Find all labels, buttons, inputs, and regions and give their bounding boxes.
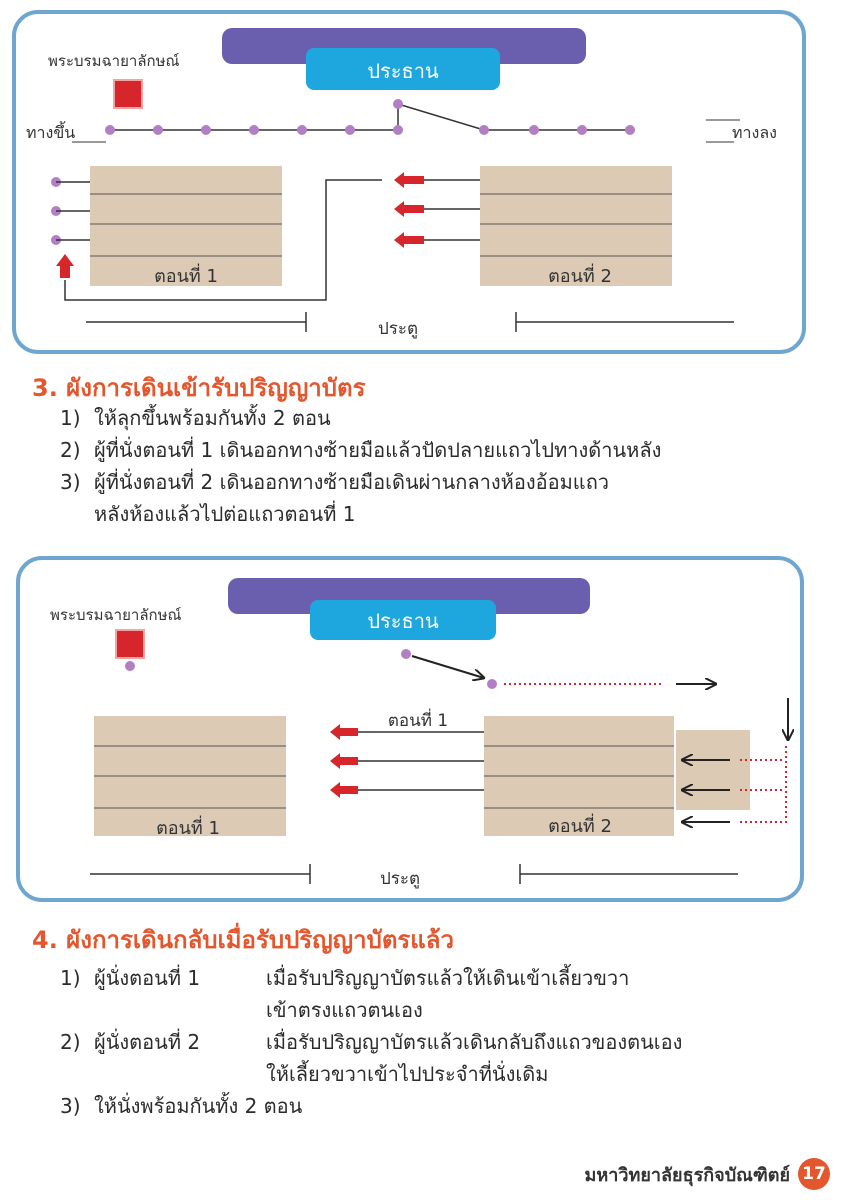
aisle-block — [676, 730, 750, 810]
walk-label-section-1: ตอนที่ 1 — [387, 711, 449, 731]
section-4-steps — [60, 962, 682, 1122]
list-item — [60, 434, 661, 466]
section-2-label: ตอนที่ 2 — [548, 816, 612, 837]
step-number: 1) — [60, 406, 81, 430]
step-number: 2) — [60, 1030, 81, 1054]
page-footer — [585, 1158, 830, 1190]
list-item — [60, 402, 661, 434]
section-3-title: 3. ผังการเดินเข้ารับปริญญาบัตร — [32, 374, 366, 402]
university-name: มหาวิทยาลัยธุรกิจบัณฑิตย์ — [584, 1164, 790, 1186]
list-item — [60, 962, 682, 1026]
list-item — [60, 466, 661, 530]
step-number: 1) — [60, 966, 81, 990]
portrait-label: พระบรมฉายาลักษณ์ — [48, 52, 180, 70]
left-arrow-icons — [330, 724, 358, 798]
left-arrow-icons — [394, 172, 424, 248]
section-1-label: ตอนที่ 1 — [156, 818, 220, 839]
step-text-continued: หลังห้องแล้วไปต่อแถวตอนที่ 1 — [94, 502, 356, 526]
step-text: เมื่อรับปริญญาบัตรแล้วให้เดินเข้าเลี้ยวขวา — [266, 966, 630, 990]
section-2-label: ตอนที่ 2 — [548, 266, 612, 287]
exit-label: ทางลง — [732, 123, 777, 142]
president-label: ประธาน — [367, 59, 439, 83]
diagram-entry — [0, 0, 846, 362]
step-number: 3) — [60, 470, 81, 494]
step-text-continued: ให้เลี้ยวขวาเข้าไปประจำที่นั่งเดิม — [266, 1062, 549, 1086]
portrait-icon — [114, 80, 142, 108]
entry-label: ทางขึ้น — [26, 123, 76, 142]
step-who: ผู้นั่งตอนที่ 2 — [94, 1030, 201, 1054]
list-item — [60, 1090, 682, 1122]
step-text: ผู้ที่นั่งตอนที่ 1 เดินออกทางซ้ายมือแล้วปัดปลายแถวไปทางด้านหลัง — [94, 438, 662, 462]
step-text: ผู้ที่นั่งตอนที่ 2 เดินออกทางซ้ายมือเดินผ่านกลางห้องอ้อมแถว — [94, 470, 610, 494]
page-number-badge: 17 — [798, 1158, 830, 1190]
step-text: เมื่อรับปริญญาบัตรแล้วเดินกลับถึงแถวของตนเอง — [266, 1030, 683, 1054]
portrait-label: พระบรมฉายาลักษณ์ — [50, 606, 182, 624]
door-label: ประตู — [379, 869, 421, 889]
section-1-label: ตอนที่ 1 — [154, 266, 218, 287]
step-number: 3) — [60, 1094, 81, 1118]
step-number: 2) — [60, 438, 81, 462]
diagram-exit — [0, 552, 846, 912]
president-label: ประธาน — [367, 609, 439, 633]
portrait-icon — [116, 630, 144, 658]
section-4-title: 4. ผังการเดินกลับเมื่อรับปริญญาบัตรแล้ว — [32, 926, 454, 954]
section-3-steps — [60, 402, 661, 530]
door-label: ประตู — [377, 319, 419, 339]
step-text-continued: เข้าตรงแถวตนเอง — [266, 998, 423, 1022]
step-who: ผู้นั่งตอนที่ 1 — [94, 966, 201, 990]
list-item — [60, 1026, 682, 1090]
step-text: ให้ลุกขึ้นพร้อมกันทั้ง 2 ตอน — [94, 406, 331, 430]
step-text: ให้นั่งพร้อมกันทั้ง 2 ตอน — [94, 1094, 303, 1118]
